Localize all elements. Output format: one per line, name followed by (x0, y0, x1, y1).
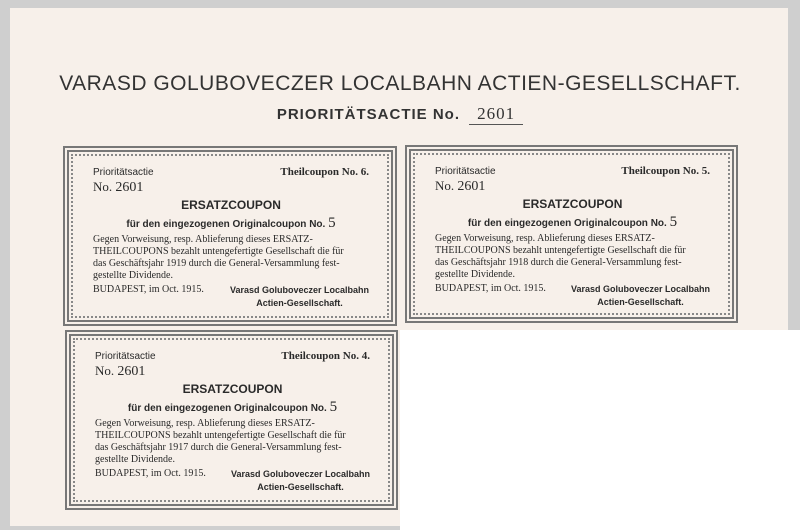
original-coupon-number: 5 (329, 398, 338, 415)
signature-block (231, 468, 370, 494)
original-coupon-line (95, 398, 370, 416)
original-coupon-label: für den eingezogenen Originalcoupon No. (467, 217, 667, 229)
original-coupon-label: für den eingezogenen Originalcoupon No. (126, 218, 326, 230)
signature-block (571, 283, 710, 309)
no-label: No. (435, 177, 455, 193)
original-coupon-number: 5 (328, 214, 336, 231)
coupon-theil-4 (65, 330, 398, 510)
share-number-line (0, 104, 800, 125)
share-number-value: 2601 (457, 178, 486, 194)
coupon-type-label: Prioritätsactie (95, 351, 156, 362)
signature-line: Varasd Goluboveczer Localbahn (570, 284, 710, 294)
body-line: gestellte Dividende. (435, 269, 515, 280)
body-line: Gegen Vorweisung, resp. Ablieferung dieses ERSATZ- (93, 234, 313, 245)
coupon-theil-6 (63, 146, 397, 326)
coupon-share-number (95, 362, 370, 379)
coupon-theil-5 (405, 145, 738, 323)
original-coupon-line (93, 214, 369, 232)
body-line: gestellte Dividende. (95, 454, 175, 465)
signature-line: Varasd Goluboveczer Localbahn (230, 469, 370, 479)
coupon-share-number (435, 177, 710, 194)
signature-line: Varasd Goluboveczer Localbahn (229, 285, 369, 295)
coupon-type-label: Prioritätsactie (93, 167, 154, 178)
signature-line: Actien-Gesellschaft. (597, 297, 684, 307)
body-line: Gegen Vorweisung, resp. Ablieferung dieses ERSATZ- (95, 418, 315, 429)
no-label: No. (93, 178, 113, 194)
coupon-body-text (435, 233, 710, 281)
body-line: gestellte Dividende. (93, 270, 173, 281)
body-line: das Geschäftsjahr 1918 durch die General-Versammlung fest- (435, 257, 682, 268)
place-date: BUDAPEST, im Oct. 1915. (435, 283, 546, 294)
theilcoupon-number: Theilcoupon No. 4. (281, 350, 370, 362)
signature-line: Actien-Gesellschaft. (256, 298, 343, 308)
signature-block (230, 284, 369, 310)
signature-line: Actien-Gesellschaft. (257, 482, 344, 492)
theilcoupon-number: Theilcoupon No. 5. (621, 165, 710, 177)
coupon-type-label: Prioritätsactie (435, 166, 496, 177)
original-coupon-label: für den eingezogenen Originalcoupon No. (127, 402, 327, 414)
cut-out-area (400, 330, 800, 530)
coupon-share-number (93, 178, 369, 195)
body-line: Gegen Vorweisung, resp. Ablieferung dieses ERSATZ- (435, 233, 655, 244)
ersatzcoupon-title: ERSATZCOUPON (182, 382, 283, 396)
coupon-body-text (95, 418, 370, 466)
company-title: VARASD GOLUBOVECZER LOCALBAHN ACTIEN-GESELLSCHAFT. (59, 72, 741, 95)
original-coupon-line (435, 213, 710, 231)
body-line: THEILCOUPONS bezahlt untengefertigte Gesellschaft die für (95, 430, 346, 441)
coupon-body-text (93, 234, 369, 282)
body-line: das Geschäftsjahr 1919 durch die General-Versammlung fest- (93, 258, 340, 269)
original-coupon-number: 5 (669, 213, 678, 230)
theilcoupon-number: Theilcoupon No. 6. (280, 166, 369, 178)
share-number-value: 2601 (117, 363, 146, 379)
body-line: THEILCOUPONS bezahlt untengefertigte Gesellschaft die für (435, 245, 686, 256)
body-line: das Geschäftsjahr 1917 durch die General-Versammlung fest- (95, 442, 342, 453)
share-number: 2601 (469, 104, 523, 125)
share-label: PRIORITÄTSACTIE No. (276, 106, 460, 123)
place-date: BUDAPEST, im Oct. 1915. (95, 468, 206, 479)
body-line: THEILCOUPONS bezahlt untengefertigte Gesellschaft die für (93, 246, 344, 257)
ersatzcoupon-title: ERSATZCOUPON (181, 198, 281, 212)
share-number-value: 2601 (115, 179, 144, 195)
no-label: No. (95, 362, 115, 378)
ersatzcoupon-title: ERSATZCOUPON (522, 197, 623, 211)
place-date: BUDAPEST, im Oct. 1915. (93, 284, 204, 295)
